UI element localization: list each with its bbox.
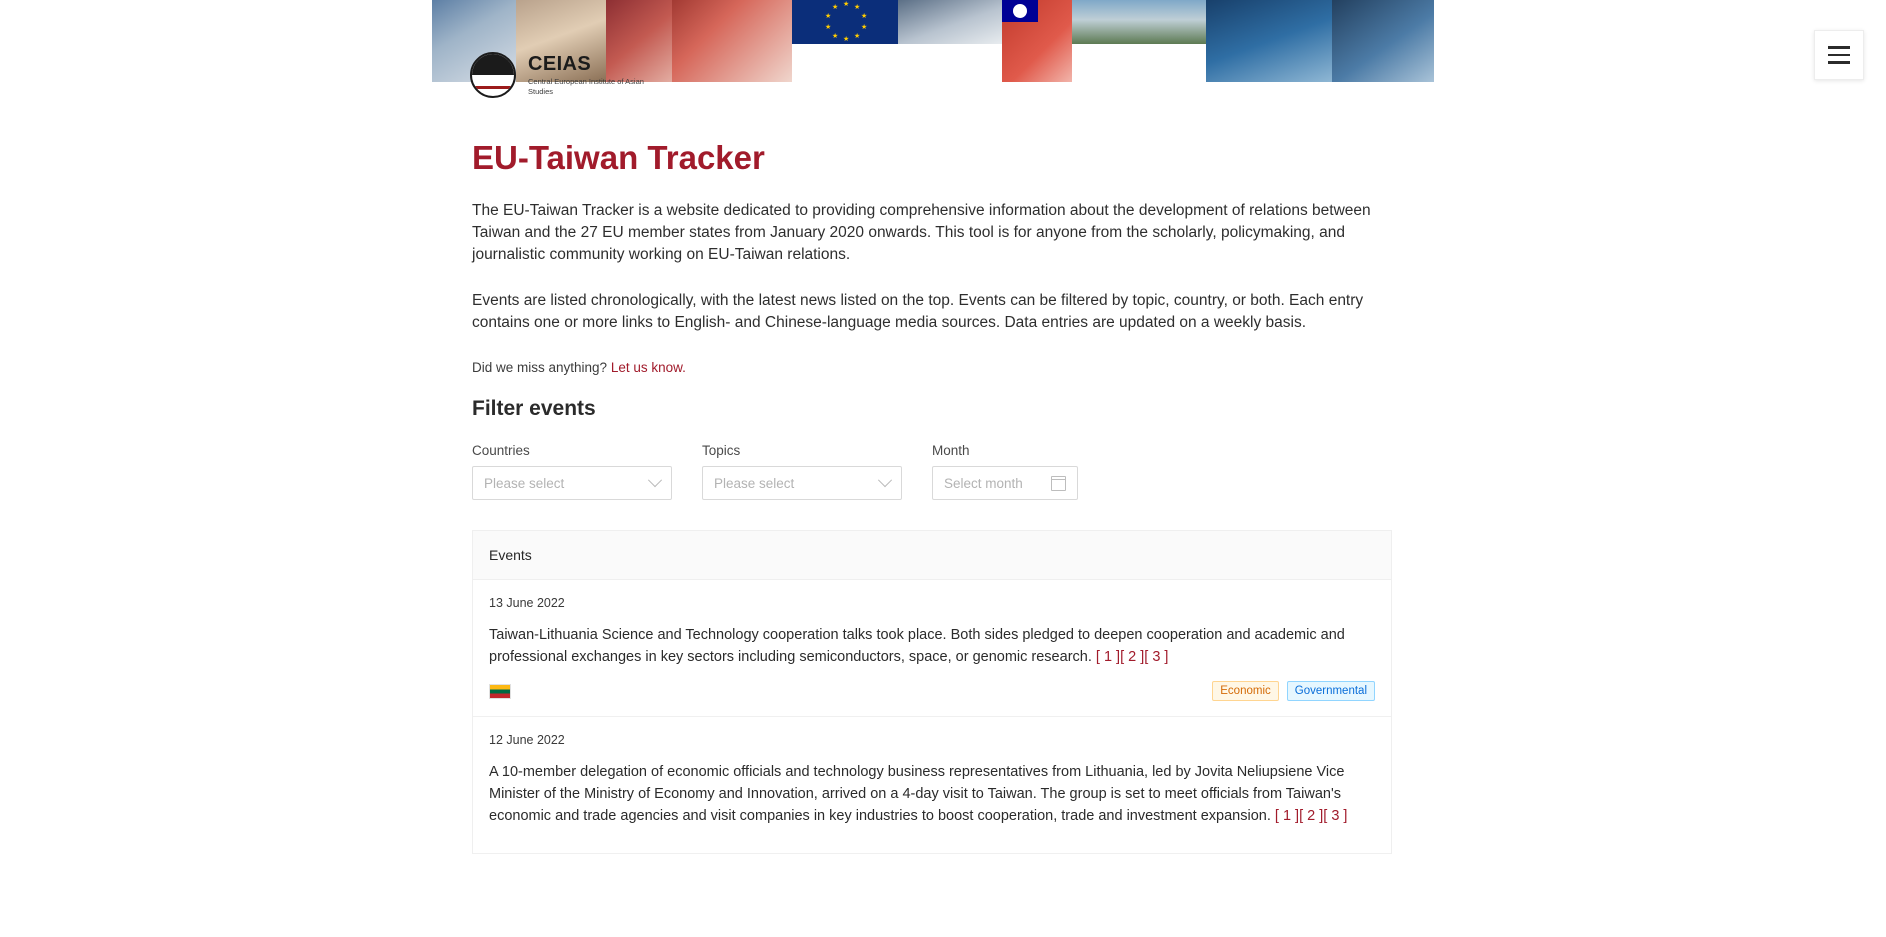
chevron-down-icon [878, 473, 892, 487]
page-title: EU-Taiwan Tracker [472, 139, 765, 176]
filter-section-title: Filter events [472, 397, 596, 420]
status-badge[interactable]: Governmental [1287, 681, 1375, 701]
event-date: 12 June 2022 [489, 733, 565, 747]
countries-filter [472, 443, 672, 500]
reference-link-3[interactable]: [ 3 ] [1144, 649, 1169, 665]
month-filter [932, 443, 1078, 500]
events-table-header [473, 531, 1391, 580]
month-picker[interactable] [932, 466, 1078, 500]
eu-stars-icon: ★ ★ ★ ★ ★ ★ ★ ★ ★ ★ [825, 1, 868, 43]
chevron-down-icon [648, 473, 662, 487]
hero-banner [0, 0, 1886, 82]
taiwan-sun-icon [1013, 4, 1027, 18]
hero-photo-taiwan-flag [1002, 0, 1072, 82]
intro-paragraph-1: The EU-Taiwan Tracker is a website dedicated to providing comprehensive information about the development of relations between Taiwan and the 27 EU member states from January 2020 onwards. This tool is for anyone from the scholarly, policymaking, and journalistic community working on EU-Taiwan relations. [472, 202, 1371, 263]
event-meta-row [489, 680, 1375, 702]
event-text: A 10-member delegation of economic officials and technology business representatives from Lithuania, led by Jovita Neliupsiene Vice Minister of the Ministry of Economy and Innovation, arrived on a 4-day visit to Taiwan. The group is set to meet officials from Taiwan's economic and trade agencies and visit companies in key industries to boost cooperation, trade and investment expansion. [489, 764, 1345, 824]
site-logo[interactable] [470, 52, 648, 98]
event-description [489, 624, 1375, 668]
taiwan-flag-canton-icon [1002, 0, 1038, 22]
logo-subtitle: Central European Institute of Asian Studies [528, 76, 644, 96]
hero-photo-skyline [1072, 0, 1206, 44]
event-text: Taiwan-Lithuania Science and Technology cooperation talks took place. Both sides pledged to deepen cooperation and academic and professional exchanges in key sectors including semiconductors, space, or genomic research. [489, 627, 1345, 665]
menu-bar-3 [1828, 61, 1850, 64]
let-us-know-link[interactable]: Let us know. [610, 360, 686, 375]
feedback-line [472, 360, 1392, 375]
lithuania-flag-icon [489, 684, 511, 699]
topics-placeholder: Please select [714, 475, 795, 491]
event-tags [1212, 681, 1375, 701]
month-label: Month [932, 443, 970, 458]
topics-select[interactable] [702, 466, 902, 500]
hero-photo-street [898, 0, 1002, 44]
countries-placeholder: Please select [484, 475, 565, 491]
reference-link-2[interactable]: [ 2 ] [1299, 808, 1324, 824]
hero-photo-eu-flag [792, 0, 898, 44]
reference-link-1[interactable]: [ 1 ] [1095, 649, 1121, 665]
ceias-logo-icon [470, 52, 516, 98]
hero-photo-panel [1332, 0, 1434, 82]
topics-label: Topics [702, 443, 741, 458]
events-column-label: Events [489, 547, 532, 563]
countries-select[interactable] [472, 466, 672, 500]
reference-link-2[interactable]: [ 2 ] [1120, 649, 1145, 665]
event-country-flags [489, 684, 511, 699]
logo-title: CEIAS [528, 52, 592, 75]
hamburger-menu-icon[interactable] [1814, 30, 1864, 80]
events-table [472, 530, 1392, 854]
event-date: 13 June 2022 [489, 596, 565, 610]
logo-text-block [528, 54, 648, 97]
event-description [489, 761, 1375, 827]
month-placeholder: Select month [944, 475, 1023, 491]
countries-label: Countries [472, 443, 530, 458]
filter-bar [472, 443, 1392, 500]
hero-photo-handshake [672, 0, 792, 82]
menu-bar-2 [1828, 54, 1850, 57]
topics-filter [702, 443, 902, 500]
menu-bar-1 [1828, 46, 1850, 49]
table-row[interactable] [473, 717, 1391, 854]
hero-photo-conference [1206, 0, 1332, 82]
feedback-prefix: Did we miss anything? [472, 360, 608, 375]
status-badge[interactable]: Economic [1212, 681, 1279, 701]
main-content [472, 138, 1392, 854]
calendar-icon [1051, 476, 1066, 491]
reference-link-1[interactable]: [ 1 ] [1274, 808, 1300, 824]
intro-paragraph-2: Events are listed chronologically, with the latest news listed on the top. Events can be filtered by topic, country, or both. Each entry contains one or more links to English- and Chinese-language media sources. Data entries are updated on a weekly basis. [472, 292, 1364, 331]
table-row[interactable] [473, 580, 1391, 717]
reference-link-3[interactable]: [ 3 ] [1323, 808, 1348, 824]
